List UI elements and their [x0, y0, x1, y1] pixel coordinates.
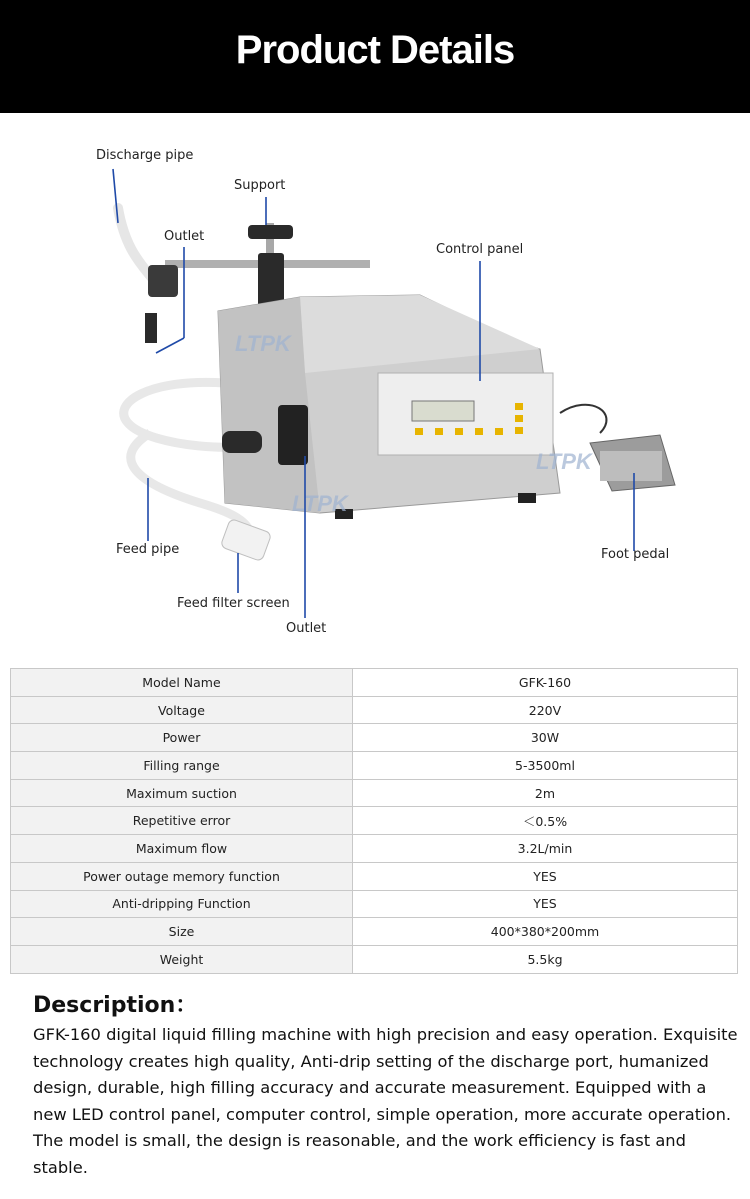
- callout-feed-pipe: Feed pipe: [116, 542, 180, 557]
- spec-label: Power: [11, 724, 353, 752]
- spec-label: Maximum suction: [11, 779, 353, 807]
- table-row: [11, 779, 738, 807]
- table-row: [11, 945, 738, 973]
- table-row: [11, 807, 738, 835]
- table-row: [11, 835, 738, 863]
- spec-label: Voltage: [11, 696, 353, 724]
- spec-label: Power outage memory function: [11, 862, 353, 890]
- spec-value: ＜0.5%: [353, 807, 738, 835]
- table-row: [11, 696, 738, 724]
- spec-value: YES: [353, 862, 738, 890]
- table-row: [11, 669, 738, 697]
- table-row: [11, 890, 738, 918]
- spec-label: Maximum flow: [11, 835, 353, 863]
- description-text: GFK-160 digital liquid filling machine with high precision and easy operation. Exquisite technology creates high quality, Anti-drip setting of the discharge port, humanized design, durable, high filling accuracy and accurate measurement. Equipped with a new LED control panel, computer control, simple operation, more accurate operation. The model is small, the design is reasonable, and the work efficiency is fast and stable.: [33, 1025, 738, 1177]
- table-row: [11, 752, 738, 780]
- spec-label: Filling range: [11, 752, 353, 780]
- spec-value: YES: [353, 890, 738, 918]
- watermark-text: LTPK: [292, 491, 348, 516]
- table-row: [11, 862, 738, 890]
- callout-outlet-top: Outlet: [164, 229, 205, 244]
- spec-table: [10, 668, 738, 974]
- machine-illustration: [0, 113, 750, 668]
- callout-foot-pedal: Foot pedal: [601, 547, 670, 562]
- spec-value: GFK-160: [353, 669, 738, 697]
- table-row: [11, 724, 738, 752]
- spec-value: 220V: [353, 696, 738, 724]
- page-title: Product Details: [235, 28, 515, 72]
- description-heading: Description：: [33, 993, 198, 1018]
- table-row: [11, 918, 738, 946]
- callout-outlet-bottom: Outlet: [286, 621, 327, 636]
- callout-feed-filter-screen: Feed filter screen: [177, 596, 290, 611]
- spec-label: Weight: [11, 945, 353, 973]
- spec-label: Model Name: [11, 669, 353, 697]
- spec-label: Repetitive error: [11, 807, 353, 835]
- product-diagram: [0, 113, 750, 668]
- spec-value: 3.2L/min: [353, 835, 738, 863]
- spec-value: 5-3500ml: [353, 752, 738, 780]
- spec-label: Anti-dripping Function: [11, 890, 353, 918]
- spec-value: 2m: [353, 779, 738, 807]
- callout-support: Support: [234, 178, 286, 193]
- watermark-text: LTPK: [536, 449, 592, 474]
- callout-discharge-pipe: Discharge pipe: [96, 148, 194, 163]
- spec-value: 30W: [353, 724, 738, 752]
- header-banner: [0, 0, 750, 113]
- callout-control-panel: Control panel: [436, 242, 524, 257]
- spec-value: 5.5kg: [353, 945, 738, 973]
- spec-label: Size: [11, 918, 353, 946]
- spec-value: 400*380*200mm: [353, 918, 738, 946]
- watermark-text: LTPK: [235, 331, 291, 356]
